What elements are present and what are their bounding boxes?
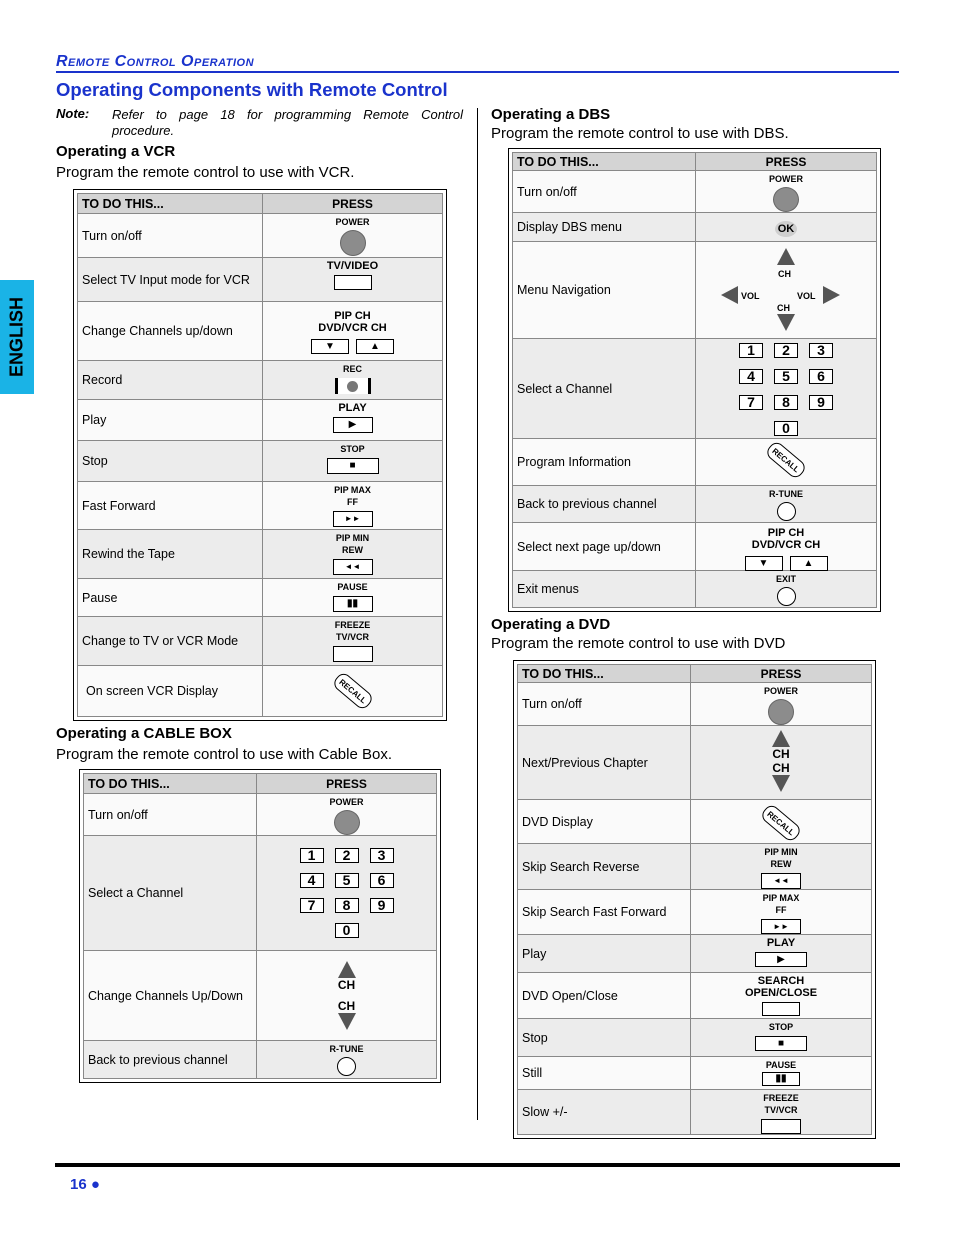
button-label: PAUSE bbox=[337, 582, 368, 592]
table-row bbox=[518, 844, 871, 890]
channel-down-button[interactable]: ▼ bbox=[311, 339, 349, 354]
row-action: Menu Navigation bbox=[513, 242, 696, 338]
table-row bbox=[513, 339, 876, 439]
stop-icon: ■ bbox=[777, 1037, 785, 1049]
row-action: Turn on/off bbox=[518, 683, 691, 725]
footer-rule bbox=[55, 1163, 900, 1167]
button-label: PAUSE bbox=[765, 1060, 797, 1070]
power-button[interactable] bbox=[340, 230, 366, 256]
nav-left-icon[interactable] bbox=[721, 286, 738, 304]
col-header-press: PRESS bbox=[765, 154, 807, 169]
button-label: TV/VCR bbox=[764, 1105, 798, 1115]
col-header-press: PRESS bbox=[326, 776, 367, 791]
dvd-heading: Operating a DVD bbox=[491, 616, 611, 633]
power-button[interactable] bbox=[334, 810, 360, 835]
note-text-cont: procedure. bbox=[112, 123, 175, 138]
button-label: CH bbox=[778, 269, 791, 279]
cable-table bbox=[79, 769, 441, 1083]
pause-icon: ▮▮ bbox=[775, 1073, 787, 1084]
vcr-heading: Operating a VCR bbox=[56, 143, 176, 160]
button-label: VOL bbox=[797, 291, 816, 301]
row-action: Play bbox=[518, 935, 691, 972]
key-5[interactable]: 5 bbox=[774, 369, 798, 384]
play-button[interactable] bbox=[333, 417, 373, 433]
button-label: R-TUNE bbox=[769, 489, 803, 499]
table-row bbox=[78, 214, 442, 258]
ok-button[interactable]: OK bbox=[775, 221, 797, 237]
nav-up-icon[interactable] bbox=[777, 248, 795, 265]
button-label: FF bbox=[347, 497, 358, 507]
table-row bbox=[84, 836, 436, 951]
fast-forward-button[interactable] bbox=[333, 511, 373, 527]
table-row bbox=[513, 523, 876, 571]
play-button[interactable] bbox=[755, 952, 807, 967]
key-8[interactable]: 8 bbox=[774, 395, 798, 410]
row-action: Back to previous channel bbox=[513, 486, 696, 522]
row-action: Record bbox=[78, 361, 263, 399]
row-action: Select TV Input mode for VCR bbox=[78, 258, 263, 301]
table-row bbox=[78, 617, 442, 666]
recall-button[interactable]: RECALL bbox=[764, 440, 808, 481]
r-tune-button[interactable] bbox=[337, 1057, 356, 1076]
key-1[interactable]: 1 bbox=[739, 343, 763, 358]
button-label: CH bbox=[777, 303, 790, 313]
channel-up-icon[interactable] bbox=[338, 961, 356, 978]
button-label: REC bbox=[342, 364, 362, 374]
key-2[interactable]: 2 bbox=[774, 343, 798, 358]
col-header-todo: TO DO THIS... bbox=[78, 194, 263, 213]
open-close-button[interactable] bbox=[762, 1002, 800, 1016]
rewind-icon: ◄◄ bbox=[773, 876, 789, 885]
note-text: Refer to page 18 for programming Remote Control bbox=[112, 107, 463, 122]
table-row bbox=[518, 890, 871, 935]
row-action: Still bbox=[518, 1057, 691, 1089]
row-action: Next/Previous Chapter bbox=[518, 726, 691, 799]
table-row bbox=[518, 726, 871, 800]
vcr-table bbox=[73, 189, 447, 721]
exit-button[interactable] bbox=[777, 587, 796, 606]
dbs-heading: Operating a DBS bbox=[491, 106, 611, 123]
row-action: Select a Channel bbox=[513, 339, 696, 438]
row-action: DVD Open/Close bbox=[518, 973, 691, 1018]
key-1[interactable]: 1 bbox=[300, 848, 324, 863]
table-row bbox=[78, 258, 442, 302]
stop-button[interactable] bbox=[755, 1036, 807, 1051]
chapter-next-icon[interactable] bbox=[772, 730, 790, 747]
row-action: Back to previous channel bbox=[84, 1041, 257, 1078]
row-action: Play bbox=[78, 400, 263, 440]
row-action: Select next page up/down bbox=[513, 523, 696, 570]
rewind-button[interactable] bbox=[333, 559, 373, 575]
key-4[interactable]: 4 bbox=[739, 369, 763, 384]
pause-icon: ▮▮ bbox=[346, 598, 358, 609]
table-row bbox=[513, 571, 876, 607]
key-0[interactable]: 0 bbox=[774, 421, 798, 436]
button-label: CH bbox=[337, 978, 356, 992]
table-row bbox=[518, 683, 871, 726]
col-header-todo: TO DO THIS... bbox=[518, 665, 691, 682]
pause-button[interactable] bbox=[762, 1072, 800, 1086]
table-row bbox=[78, 530, 442, 579]
row-action: Slow +/- bbox=[518, 1090, 691, 1134]
button-label: POWER bbox=[329, 797, 364, 807]
power-button[interactable] bbox=[768, 699, 794, 725]
header-rule bbox=[56, 71, 899, 73]
button-label: PIP MIN bbox=[764, 847, 798, 857]
button-label: FREEZE bbox=[763, 1093, 799, 1103]
button-label: POWER bbox=[768, 174, 803, 184]
button-label: SEARCH bbox=[757, 975, 805, 987]
row-action: Turn on/off bbox=[513, 171, 696, 212]
page-down-button[interactable]: ▼ bbox=[745, 556, 783, 571]
key-6[interactable]: 6 bbox=[370, 873, 394, 888]
button-label: PIP MIN bbox=[335, 533, 370, 543]
row-action: Fast Forward bbox=[78, 482, 263, 529]
r-tune-button[interactable] bbox=[777, 502, 796, 521]
cable-intro: Program the remote control to use with Cable Box. bbox=[56, 746, 392, 763]
table-row bbox=[518, 935, 871, 973]
freeze-tv-vcr-button[interactable] bbox=[333, 646, 373, 662]
row-action: Display DBS menu bbox=[513, 213, 696, 241]
row-action: Change Channels Up/Down bbox=[84, 951, 257, 1040]
button-label: CH bbox=[772, 747, 790, 761]
channel-up-button[interactable]: ▲ bbox=[356, 339, 394, 354]
row-action: Select a Channel bbox=[84, 836, 257, 950]
channel-down-icon[interactable] bbox=[338, 1013, 356, 1030]
record-button[interactable] bbox=[335, 378, 371, 394]
page-number: 16 ● bbox=[70, 1176, 100, 1193]
row-action: On screen VCR Display bbox=[78, 666, 263, 716]
navigation-pad bbox=[721, 246, 851, 336]
button-label: PIP MAX bbox=[334, 485, 371, 495]
recall-button[interactable]: RECALL bbox=[759, 803, 803, 844]
row-action: Turn on/off bbox=[78, 214, 263, 257]
table-row bbox=[518, 800, 871, 844]
skip-reverse-button[interactable] bbox=[761, 873, 801, 889]
row-action: Change Channels up/down bbox=[78, 302, 263, 360]
key-3[interactable]: 3 bbox=[809, 343, 833, 358]
table-row bbox=[84, 1041, 436, 1078]
key-6[interactable]: 6 bbox=[809, 369, 833, 384]
table-row bbox=[78, 361, 442, 400]
col-header-todo: TO DO THIS... bbox=[84, 774, 257, 793]
col-header-press: PRESS bbox=[760, 666, 802, 681]
table-row bbox=[513, 171, 876, 213]
button-label: PIP CH bbox=[334, 310, 371, 322]
key-9[interactable]: 9 bbox=[809, 395, 833, 410]
note-label: Note: bbox=[56, 106, 90, 121]
row-action: Change to TV or VCR Mode bbox=[78, 617, 263, 665]
button-label: REW bbox=[342, 545, 363, 555]
skip-forward-button[interactable] bbox=[761, 919, 801, 934]
row-action: Skip Search Fast Forward bbox=[518, 890, 691, 934]
table-row bbox=[518, 1019, 871, 1057]
key-7[interactable]: 7 bbox=[739, 395, 763, 410]
table-row bbox=[518, 1090, 871, 1134]
button-label: PIP MAX bbox=[762, 893, 800, 903]
row-action: Pause bbox=[78, 579, 263, 616]
button-label: POWER bbox=[335, 217, 370, 227]
row-action: Skip Search Reverse bbox=[518, 844, 691, 889]
table-row bbox=[513, 213, 876, 242]
button-label: DVD/VCR CH bbox=[318, 322, 387, 334]
fast-forward-icon: ►► bbox=[773, 921, 789, 931]
table-row bbox=[84, 794, 436, 836]
button-label: STOP bbox=[768, 1022, 794, 1032]
row-action: Stop bbox=[78, 441, 263, 481]
table-row bbox=[78, 666, 442, 716]
key-7[interactable]: 7 bbox=[300, 898, 324, 913]
table-row bbox=[78, 302, 442, 361]
key-8[interactable]: 8 bbox=[335, 898, 359, 913]
key-3[interactable]: 3 bbox=[370, 848, 394, 863]
play-icon: ▶ bbox=[777, 953, 785, 965]
table-row bbox=[518, 1057, 871, 1090]
section-header: Remote Control Operation bbox=[56, 53, 255, 70]
button-label: TV/VCR bbox=[335, 632, 369, 642]
dbs-intro: Program the remote control to use with DBS. bbox=[491, 125, 789, 142]
key-9[interactable]: 9 bbox=[370, 898, 394, 913]
row-action: Exit menus bbox=[513, 571, 696, 607]
button-label: OPEN/CLOSE bbox=[744, 987, 818, 999]
button-label: REW bbox=[770, 859, 792, 869]
col-header-press: PRESS bbox=[332, 196, 373, 211]
button-label: DVD/VCR CH bbox=[751, 539, 821, 551]
record-icon bbox=[347, 381, 358, 392]
button-label: CH bbox=[772, 761, 790, 775]
play-icon: ▶ bbox=[348, 419, 357, 430]
pause-button[interactable] bbox=[333, 596, 373, 612]
page-up-button[interactable]: ▲ bbox=[790, 556, 828, 571]
rewind-icon: ◄◄ bbox=[344, 562, 361, 571]
row-action: DVD Display bbox=[518, 800, 691, 843]
nav-right-icon[interactable] bbox=[823, 286, 840, 304]
freeze-tv-vcr-button[interactable] bbox=[761, 1119, 801, 1134]
button-label: STOP bbox=[340, 444, 365, 454]
power-button[interactable] bbox=[773, 187, 799, 212]
table-row bbox=[513, 242, 876, 339]
table-row bbox=[78, 482, 442, 530]
button-label: CH bbox=[337, 999, 356, 1013]
row-action: Rewind the Tape bbox=[78, 530, 263, 578]
tv-video-button[interactable] bbox=[334, 275, 372, 290]
dbs-table bbox=[508, 148, 881, 612]
dvd-intro: Program the remote control to use with DVD bbox=[491, 635, 786, 652]
language-tab-label: ENGLISH bbox=[6, 296, 27, 378]
table-row bbox=[78, 579, 442, 617]
row-action: Turn on/off bbox=[84, 794, 257, 835]
row-action: Program Information bbox=[513, 439, 696, 485]
table-row bbox=[513, 486, 876, 523]
dvd-table bbox=[513, 660, 876, 1139]
chapter-previous-icon[interactable] bbox=[772, 775, 790, 792]
button-label: POWER bbox=[763, 686, 798, 696]
table-row bbox=[518, 973, 871, 1019]
table-row bbox=[78, 441, 442, 482]
button-label: PLAY bbox=[338, 402, 367, 414]
button-label: PIP CH bbox=[767, 527, 805, 539]
table-row bbox=[513, 439, 876, 486]
col-header-todo: TO DO THIS... bbox=[513, 153, 696, 170]
language-tab bbox=[0, 280, 34, 394]
key-4[interactable]: 4 bbox=[300, 873, 324, 888]
button-label: EXIT bbox=[775, 574, 796, 584]
cable-heading: Operating a CABLE BOX bbox=[56, 725, 232, 742]
page-title: Operating Components with Remote Control bbox=[56, 79, 448, 100]
number-keypad bbox=[300, 848, 394, 938]
key-0[interactable]: 0 bbox=[335, 923, 359, 938]
stop-icon: ■ bbox=[349, 460, 356, 471]
table-row bbox=[78, 400, 442, 441]
button-label: TV/VIDEO bbox=[326, 260, 379, 272]
button-label: FF bbox=[775, 905, 787, 915]
number-keypad bbox=[739, 343, 833, 436]
stop-button[interactable] bbox=[327, 458, 379, 474]
row-action: Stop bbox=[518, 1019, 691, 1056]
recall-button[interactable]: RECALL bbox=[331, 671, 375, 712]
column-divider bbox=[477, 108, 478, 1120]
button-label: VOL bbox=[741, 291, 760, 301]
vcr-intro: Program the remote control to use with VCR. bbox=[56, 164, 355, 181]
button-label: R-TUNE bbox=[329, 1044, 364, 1054]
button-label: FREEZE bbox=[334, 620, 371, 630]
key-2[interactable]: 2 bbox=[335, 848, 359, 863]
button-label: PLAY bbox=[766, 937, 796, 949]
fast-forward-icon: ►► bbox=[344, 514, 361, 523]
key-5[interactable]: 5 bbox=[335, 873, 359, 888]
table-row bbox=[84, 951, 436, 1041]
nav-down-icon[interactable] bbox=[777, 314, 795, 331]
